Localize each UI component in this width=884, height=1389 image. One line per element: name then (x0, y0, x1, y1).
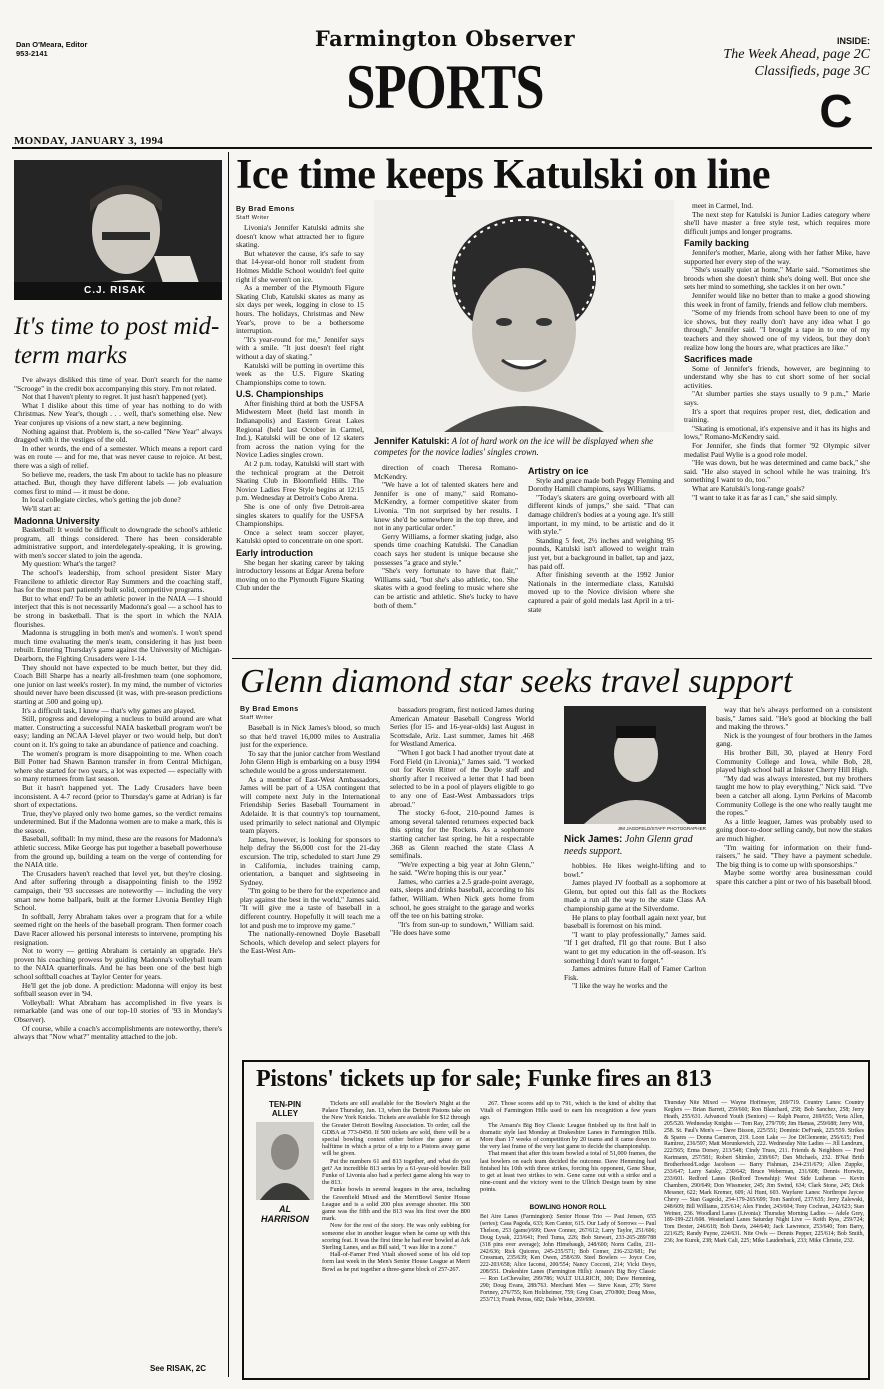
bowling-body-paragraph: 267. Those scores add up to 791, which is the kind of ability that Vitali of Farmington Hills used to earn his recognition a few years ago. (480, 1100, 656, 1122)
column-body-paragraph: Not to worry — getting Abraham is certainly an upgrade. He's proven his coaching prowess by guiding Madonna's volleyball team to the NAIA quarterfinals. And he has been one of the best high school softball coaches at Taylor Center for years. (14, 946, 222, 981)
bowling-body-paragraph: Now for the rest of the story. He was only subbing for someone else in another league when he came up with this scoring feat. It was the first time he had ever bowled at Ark Sterling Lanes, and as Bill said, "I was like in a zone." (322, 1222, 470, 1252)
james-body-paragraph: James, who carries a 2.5 grade-point average, eats, sleeps and drinks baseball, according to his father, William. When Nick gets home from school, he goes straight to the garage and works off the tee on his batting stroke. (390, 876, 534, 921)
katulski-body-paragraph: Style and grace made both Peggy Fleming and Dorothy Hamill champions, says Williams. (528, 475, 674, 494)
column-body-paragraph: Nothing against that. Problem is, the so-called "New Year" always dragged with it the vestiges of the old. (14, 426, 222, 445)
james-body-paragraph: "I want to play professionally," James said. "If I get drafted, I'll go that route. But I also want to get my education in the off-season. It's something I don't want to forget." (564, 929, 706, 965)
katulski-body-paragraph: "I want to take it as far as I can," she said simply. (692, 492, 838, 502)
katulski-body-paragraph: But whatever the cause, it's safe to say that 14-year-old honor roll student from Holmes Middle School wouldn't feel quite right if she weren't on ice. (236, 248, 364, 284)
katulski-body-paragraph: Katulski will be putting in overtime this week as the U.S. Figure Skating Championships come to town. (236, 360, 364, 387)
pistons-headline: Pistons' tickets up for sale; Funke fires an 813 (256, 1066, 712, 1092)
katulski-body-paragraph: "We have a lot of talented skaters here and Jennifer is one of many," said Romano-McKendry, a former competitive skater from Livonia. "I'm not surprised by her results. I knew she'd be somewhere in the top three, and not in any particular order." (374, 480, 518, 533)
catcher-portrait-image (564, 706, 706, 824)
james-body-paragraph: "I like the way he works and the (572, 981, 668, 991)
james-body-paragraph: "We're expecting a big year at John Glenn," he said. "We're hoping this is our year." (390, 859, 534, 878)
katulski-body-paragraph: "Some of my friends from school have been to one of my ice shows, but they really don't have any idea what I go through," Jennifer said. "I brought a tape in to one of my teachers and they showed one of my videos, but they don't realize how long the hours are, what practices are like." (684, 308, 870, 352)
james-col-1 (240, 724, 380, 1054)
james-body-paragraph: "When I got back I had another tryout date at Ford Field (in Livonia)," James said. "I worked out for Kevin Ritter of the Doyle staff and shortly after I received a letter that I had been selected to be in a pool of players eligible to go to any one of East-West Ambassadors trips abroad." (390, 747, 534, 809)
caption-name: Jennifer Katulski: (374, 436, 450, 446)
caption-name: Nick James: (564, 834, 623, 845)
honor-roll-col-1: Bel Aire Lanes (Farmington): Senior House Trio — Paul Jensen, 655 (series); Casa Pagoda, 633; Ken Cantor, 615. Our Lady of Sorrows — Paul Thelson, 253 (game)/699; Dave Conner, 267/612; Larry Taylor, 251/606; Doug Lysak, 223/641; Fred Tuma, 226; Bob Stewart, 233-265-289/788 (318 pins over average); John Himebaugh, 248/600; Norm Catlin, 231-242/636; Rick Quiceno, 245-235/571; Bob Comer, 236-232/681; Pat Cressman, 235/639; Ken Owen, 258/639. Steel Bowlers — Joyce Coo, 222-203/658; Alice Iaconsi, 200/554; Nancy Cocconi, 214; Vicki Deyo, 208/551. Drakeshire Lanes (Farmington Hills): Ansara's Big Boy Classic — Ron LeChevalier, 299/786; WALT ULLRICH, 300; Dave Hemming, 290; Doug Evans, 288/763. Merchant Men — Steve Kean, 279; Steve Fortney, 276/755; Ken Holzheimer, 759; Greg Coan, 270/800; Doug Moss, 253/713; Frank Petras, 682; Dale White, 269/690. (480, 1214, 656, 1303)
james-caption (564, 834, 706, 858)
katulski-body-paragraph: meet in Carmel, Ind. (692, 202, 753, 210)
column-body-paragraph: Of course, while a coach's accomplishments are noteworthy, there's always that "Now what?" mentality attached to the job. (14, 1023, 222, 1042)
column-divider (228, 152, 229, 1377)
james-body-paragraph: way that he's always performed on a consistent basis," James said. "He's good at blocking the ball and making the throws." (716, 706, 872, 732)
katulski-col-2 (374, 464, 518, 654)
katulski-body-paragraph: "She's very fortunate to have that flair," Williams said, "but she's also athletic, too. She skates with a good feeling to music where she can be artistic and athletic. She's lucky to have both of them." (374, 566, 518, 610)
bowling-author (256, 1204, 314, 1224)
column-body-paragraph: So believe me, readers, the task I'm about to tackle has no pleasure attached. But, though they have different labels — job evaluation comes first to mind — it must be done. (14, 469, 222, 496)
katulski-body-paragraph: direction of coach Theresa Romano-McKendry. (374, 464, 518, 481)
james-photo (564, 706, 706, 824)
author-portrait-image (256, 1122, 314, 1200)
column-body-paragraph: It's a difficult task, I know — that's why games are played. (22, 705, 196, 715)
column-body-paragraph: The school's leadership, from school president Sister Mary Francilene to athletic director Ray Summers and the coaching staff, has for the most part patiently built solid, competitive programs. (14, 568, 222, 595)
katulski-body-paragraph: Livonia's Jennifer Katulski admits she doesn't know what attracted her to figure skating. (236, 224, 364, 250)
byline-role: Staff Writer (236, 215, 270, 221)
katulski-body-paragraph: The next step for Katulski is Junior Ladies category where she'll have master a free style test, which requires more difficult jumps and longer programs. (684, 209, 870, 236)
subhead-early-introduction: Early introduction (236, 547, 314, 558)
author-line-2: HARRISON (260, 1214, 309, 1224)
james-body-paragraph: "I'm going to be there for the experience and play against the best in the world," James said. "It will give me a taste of baseball in a different country. Hopefully it will teach me a lot and push me to improve my game." (240, 886, 380, 930)
katulski-col-3 (528, 464, 674, 654)
caption-text: John Glenn grad needs support. (564, 834, 693, 857)
bowling-col-main (322, 1100, 470, 1376)
katulski-caption (374, 436, 674, 458)
katulski-headline: Ice time keeps Katulski on line (236, 152, 771, 198)
issue-date: MONDAY, JANUARY 3, 1994 (14, 135, 164, 147)
column-body-paragraph: In other words, the end of a semester. Which means a report card was en route — and for me, that was never cause to rejoice. At best, there was a sigh of relief. (14, 443, 222, 470)
subhead-family-backing: Family backing (684, 238, 750, 249)
column-body-paragraph: The Crusaders haven't reached that level yet, but they're closing. And after suffering through a disappointing finish to the 1992 campaign, their '93 successes are noteworthy — including the very smart new home ballpark, built at the former Livonia Bentley High School. (14, 868, 222, 913)
inside-box (680, 36, 870, 80)
column-body-paragraph: My question: What's the target? (22, 559, 116, 569)
bowling-author-photo (256, 1122, 314, 1200)
katulski-body-paragraph: Gerry Williams, a former skating judge, also spends time coaching Katulski. The Canadian coach says her student is unique because she possesses "a grace and style." (374, 531, 518, 567)
ten-pin-logo (256, 1100, 314, 1118)
james-headline: Glenn diamond star seeks travel support (240, 663, 793, 700)
james-body-paragraph: He plans to play football again next year, but baseball is foremost on his mind. (564, 912, 706, 931)
katulski-body-paragraph: Jennifer's mother, Marie, along with her father Mike, have supported her every step of the way. (684, 247, 870, 266)
bowling-box (242, 1060, 870, 1380)
column-body-paragraph: Basketball: It would be difficult to downgrade the school's athletic program, all things considered. There has been considerable administrative support, and interdelegately-speaking, it is growing, with men's soccer slated to join the agenda. (14, 525, 222, 560)
james-body-paragraph: bassadors program, first noticed James during American Amateur Baseball Congress World Series (for 15- and 16-year-olds) last August in Scottsdale, Ariz. Last summer, James hit .468 for Westland America. (390, 706, 534, 749)
byline-name: By Brad Emons (240, 706, 299, 713)
masthead (0, 0, 884, 148)
columnist-tag (14, 282, 222, 300)
james-byline (240, 706, 370, 725)
column-body-paragraph: In local collegiate circles, who's getting the job done? (22, 495, 181, 505)
katulski-body-paragraph: "Skating is emotional, it's expensive and it has its highs and lows," Romano-McKendry said. (684, 423, 870, 442)
bowling-body-paragraph: Hall-of-Famer Fred Vitali showed some of his old top form last week in the Men's Senior House League at Merri Bowl as he put together a three-game block of 257-267. (322, 1251, 470, 1273)
byline-role: Staff Writer (240, 715, 274, 721)
column-body (14, 376, 222, 1356)
james-body-paragraph: hobbies. He likes weight-lifting and to bowl." (564, 862, 706, 879)
author-line-1: AL (279, 1204, 291, 1214)
bowling-body-paragraph: The Ansara's Big Boy Classic League finished up its first half in dramatic style last Monday at Drakeshire Lanes in Farmington Hills. More than 17 weeks of competition by 20 teams and it came down to the very last frame of the very last game to decide the championship. (480, 1121, 656, 1151)
masthead-rule (12, 147, 872, 149)
subhead-us-championships: U.S. Championships (236, 389, 324, 400)
honor-roll-col-2: Thursday Nite Mixed — Wayne Hoffmeyer, 269/719. Country Lanes: Country Keglers — Brian Barrett, 259/660; Ron Blanchard, 258; Bob Sanchez, 258; Jerry Heath, 255/631. Advanced Youth (Seniors) — Ralph Pearce, 269/655; Verta Allen, 205/520. Wednesday Knights — Tom Ray, 279/709; Jim Hamas, 259/688; Jerry Witt, 258. St. Paul's Men's — Dave Bisson, 225/551; Dominic DeFrank, 225/559. Strikes & Spares — Donna Cameron, 219. Loon Lake — Joe DiClemente, 256/615; Fred Ramirez, 236/597; Matt Morunkewich, 222. Wednesday Nite Ladies — Jill Landrum, 222/565; Erma Dorsey, 213/548; Cindy Trues, 211. Friends & Neighbors — Fred Kartmann, 257/581; Robert Shimko, 238/667; Dan Michaels, 232. B'Nai Brith Brotherhood/Lodge Jacobson — Barry Fishman, 234-231/679; Allen Zuppke, 233/647; Larry Satsky, 230/642; Bruce Weberman, 231/608; Dennis Horwitz, 233/601. Redford Lanes (Redford Township): West Side Lutheran — Kevin Chambers, 290/649; Don Wissmeier, 245; Jim Swind, 634; Clark Stone, 245; Dick Messner, 622; Mark Kremer, 609; Al Hunt, 603. Wayfarer Lanes: Northrope Jaycee Chevy — Stan Gagecki, 254-179-265/699; Tom Sanford, 237/635; Jerry Zalewski, 248/609; Bill Williams, 235/614; Alex Finder, 243/604; Tony Cochran, 242/623; Stan Weiner, 236. Woodland Lanes (Livonia): Thursday Morning Ladies — Adele Grey, 189-199-221/608. Westerland Lanes Saturday Night Live — Keith Ryss, 259/724; Tom Dexter, 246/618; Bob Davis, 244/640; Jack Lawrence, 253/640; Tom Barry, 221/625; Randy Payne, 224/631. Nite Owls — Dennis Pepper, 225/614; Bob Smith, 236; Joe Kurek, 238; Mark Cali, 225; Mike Laudenback, 233; Mike Christie, 232. (664, 1100, 864, 1245)
katulski-photo (374, 200, 674, 432)
james-body-paragraph: Baseball is in Nick James's blood, so much so that he'd travel 16,000 miles to Australia just for the experience. (240, 724, 380, 750)
column-body-paragraph: He'll get the job done. A prediction: Madonna will enjoy its best softball season ever in '94. (14, 980, 222, 999)
katulski-body-paragraph: After finishing seventh at the 1992 Junior Nationals in the intermediate class, Katulski moved up to the Novice division where she captured a pair of gold medals last April in a tri-state (528, 570, 674, 614)
james-photo-credit: JIM JAGDFELD/STAFF PHOTOGRAPHER (617, 826, 706, 831)
katulski-body-paragraph: As a member of the Plymouth Figure Skating Club, Katulski skates as many as six days per week, logging in close to 15 hours. The holidays, Christmas and New Year's, prove to be a bothersome interruption. (236, 283, 364, 336)
james-body-paragraph: "I'm waiting for information on their fund-raisers," he said. "They have a payment schedule. The big thing is to come up with sponsorships." (716, 842, 872, 869)
katulski-body-paragraph: She began her skating career by taking introductory lessons at Edgar Arena before moving on to the Plymouth Figure Skating Club under the (236, 557, 364, 593)
column-body-paragraph: They should not have expected to be much better, but they did. Coach Bill Sharpe has a nearly all-freshmen team (one sophomore, one junior on last week's roster). In my mind, the number of victories should never have been discussed (it was, with pre-season predictions starting at .500 and going up). (14, 662, 222, 706)
james-body-paragraph: His brother Bill, 30, played at Henry Ford Community College and Iowa, while Bob, 28, played high school ball at Inkster Cherry Hill High. (716, 747, 872, 775)
section-title: SPORTS (346, 51, 544, 122)
bowling-body-paragraph: Tickets are still available for the Bowler's Night at the Palace Thursday, Jan. 13, when the Detroit Pistons take on the New York Knicks. Tickets are available for $12 through the Greater Detroit Bowling Association. To order, call the GDBA at 773-0450. If 500 tickets are sold, there will be a special bowling contest either before the game or at halftime in which a prize of a trip to a Pistons away game will be given. (322, 1100, 470, 1158)
james-col-4 (716, 706, 872, 1054)
column-body-paragraph: Still, progress and developing a nucleus to build around are what matter. Constructing a successful NAIA basketball program won't be easy; landing an NCAA I-level player or two would help, but don't count on it. It's going to take an abundance of patience and coaching. (14, 714, 222, 749)
katulski-body-paragraph: Jennifer would like no better than to make a good showing this week in front of family, friends and fellow club members. (684, 290, 870, 309)
column-body-paragraph: Madonna is struggling in both men's and women's. I won't spend much time evaluating the men's team, considering it has just been rebuilt. Entering Thursday's game against the University of Michigan-Dearborn, the Fighting Crusaders were 1-14. (14, 628, 222, 663)
james-body-paragraph: As a member of East-West Ambassadors, James will be part of a USA contingent that will compete next July in the International Friendship Series Baseball Tournament in Adelaide. It is that country's top tournament, used primarily to select national and Olympic team players. (240, 774, 380, 836)
katulski-body-paragraph: "He was down, but he was determined and came back," she said. "He also stayed in school while he was training. It's something I want to do, too." (684, 458, 870, 485)
james-body-paragraph: Nick is the youngest of four brothers in the James gang. (716, 730, 872, 749)
katulski-body-paragraph: Some of Jennifer's friends, however, are beginning to understand why she has to cut short some of her social activities. (684, 363, 870, 390)
james-body-paragraph: As a little leaguer, James was probably used to going door-to-door selling candy, but now the stakes are much higher. (716, 816, 872, 843)
katulski-body-paragraph: "It's year-round for me," Jennifer says with a smile. "It just doesn't feel right without a day of skating." (236, 334, 364, 361)
inside-label: INSIDE: (836, 36, 870, 46)
bowling-col-2 (480, 1100, 656, 1200)
columnist-portrait-image (14, 160, 222, 300)
james-body-paragraph: James, however, is looking for sponsors to help defray the $6,000 cost for the 21-day excursion. The trip, scheduled to start June 29 in California, includes training camp, orientation, a banquet and sightseeing in Sydney. (240, 834, 380, 887)
james-body-paragraph: James played JV football as a sophomore at Glenn, but opted out this fall as the Rockets made a run all the way to the state Class AA championship game at the Silverdome. (564, 878, 706, 913)
honor-roll-title: BOWLING HONOR ROLL (529, 1204, 607, 1211)
caption-text: A lot of hard work on the ice will be displayed when she competes for the novice ladies' singles crown. (374, 436, 654, 457)
katulski-body-paragraph: "Today's skaters are going overboard with all different kinds of jumps," she said. "That can damage children's bodies at a young age. It's still important, in my mind, to be artistic and do it with style." (528, 492, 674, 537)
katulski-body-paragraph: It's a sport that requires proper rest, diet, dedication and training. (684, 406, 870, 425)
section-letter: C (819, 85, 853, 137)
editor-phone: 953-2141 (16, 49, 48, 58)
katulski-body-paragraph: She is one of only five Detroit-area singles skaters to qualify for the USFSA Championships. (236, 502, 364, 529)
inside-item-2: Classifieds, page 3C (754, 64, 870, 79)
column-body-paragraph: Volleyball: What Abraham has accomplished in five years is remarkable (and was one of our top-10 stories of '93 in Monday's Observer). (14, 997, 222, 1024)
column-body-paragraph: What I dislike about this time of year has nothing to do with Christmas. New Year's, though . . . well, that's something else. New Year conjures up visions of a new start, a new beginning. (14, 400, 222, 427)
james-body-paragraph: Maybe some worthy area businessman could spare this catcher a pint or two of his baseball blood. (716, 868, 872, 886)
bowling-body-paragraph: That meant that after this team bowled a total of 51,000 frames, the last bowlers on each team decided the outcome. Dave Hemming had finished his 10th with three strikes, forcing his opponent, Gene Shue, to get at least two strikes to win. Gene came out with a strike and a nine-count and the victory went to the Ullrich Design team by nine points. (480, 1150, 656, 1194)
column-body-paragraph: In softball, Jerry Abraham takes over a program that for a while seemed right on the heels of the baseball program. Then former coach Dave Racer allowed his personal interests to intervene, prompting his resignation. (14, 911, 222, 947)
byline-name: By Brad Emons (236, 206, 295, 213)
james-col-2 (390, 706, 534, 1054)
skater-portrait-image (374, 200, 674, 432)
james-body-paragraph: James admires future Hall of Famer Carlton Fisk. (564, 964, 706, 982)
bowling-body-paragraph: Funke bowls in several leagues in the area, including the Greenfield Mixed and the MerriBowl Senior House League and is a solid 200 plus average shooter. His 300 game was the fifth and the 813 was his first over the 800 mark. (322, 1186, 470, 1223)
subhead-sacrifices: Sacrifices made (684, 354, 753, 365)
logo-line-2: ALLEY (271, 1109, 299, 1118)
column-body-paragraph: I've always disliked this time of year. Don't search for the name "Scrooge" in the credit box accompanying this story. I'm not related. (14, 376, 222, 393)
katulski-body-paragraph: Standing 5 feet, 2½ inches and weighing 95 pounds, Katulski isn't allowed to weight train just yet, but a background in ballet, tap and jazz, has paid off. (528, 535, 674, 571)
subhead-artistry: Artistry on ice (528, 466, 589, 476)
katulski-col-1 (236, 224, 364, 654)
katulski-body-paragraph: What are Katulski's long-range goals? (692, 484, 805, 493)
james-body-paragraph: "My dad was always interested, but my brothers taught me how to play everything," Nick said. "I've been a catcher all along. Lynn Perkins of Macomb Community College is the one who really taught me the ropes." (716, 773, 872, 818)
editor-name: Dan O'Meara, Editor (16, 40, 88, 49)
column-body-paragraph: But it hasn't happened yet. The Lady Crusaders have been inconsistent. A 4-7 record (prior to Thursday's game at Adrian) is far short of expectations. (14, 782, 222, 810)
column-body-paragraph: We'll start at: (22, 503, 61, 513)
bowling-body-paragraph: Put the numbers 61 and 813 together, and what do you get? An incredible 813 series by a 61-year-old bowler. Bill Funke of Livonia also had a perfect game along his way to the 813. (322, 1157, 470, 1187)
columnist-photo (14, 160, 222, 300)
katulski-body-paragraph: After finishing third at both the USFSA Midwestern Meet (held last month in Indianapolis) and Eastern Great Lakes Regional (held last October in Carmel, Ind.), Katulski will be one of 12 skaters from across the nation vying for the Novice Ladies singles crown. (236, 398, 364, 460)
paper-nameplate: Farmington Observer (314, 26, 576, 51)
katulski-body-paragraph: "She's usually quiet at home," Marie said. "Sometimes she broods when she doesn't think she's doing well. But once she sets her mind to something, she tackles it on her own." (684, 265, 870, 292)
katulski-col-4 (684, 202, 870, 654)
column-headline: It's time to post mid-term marks (14, 313, 220, 369)
column-body-paragraph: Baseball, softball: In my mind, these are the reasons for Madonna's athletic success. Mike George has put together a baseball powerhouse from the ground up, building a team on the verge of contending for the NAIA title. (14, 834, 222, 870)
katulski-body-paragraph: Once a select team soccer player, Katulski opted to concentrate on one sport. (236, 527, 364, 546)
katulski-body-paragraph: For Jennifer, she finds that former '92 Olympic silver medalist Paul Wylie is a good role model. (684, 441, 870, 459)
column-body-paragraph: Not that I haven't plenty to regret. It just hasn't happened (yet). (22, 392, 208, 402)
katulski-body-paragraph: "At slumber parties she stays usually to 9 p.m.," Marie says. (684, 389, 870, 408)
james-body-paragraph: "It's from sun-up to sundown," William said. "He does have some (390, 919, 534, 938)
column-jump: See RISAK, 2C (150, 1364, 207, 1373)
column-body-paragraph: But to what end? To be an athletic power in the NAIA — I should interject that this is not necessarily Madonna's goal — a school has to be strong in basketball. That is the sport in which the NAIA flourishes. (14, 593, 222, 629)
story-divider-1 (232, 658, 872, 659)
column-body-paragraph: The women's program is more disappointing to me. When coach Bill Potter had Shawn Bannon transfer in from Central Michigan, where she started for two years, a lot was expected — especially with so many returnees from last season. (14, 748, 222, 784)
subhead-madonna: Madonna University (14, 515, 100, 526)
katulski-body-paragraph: At 2 p.m. today, Katulski will start with the technical program at the Detroit Skating Club in Bloomfield Hills. The Novice Ladies Free Style begins at 12:15 p.m. Wednesday at Detroit's Cobo Arena. (236, 459, 364, 503)
column-body-paragraph: True, they've played only two home games, so the verdict remains undetermined. But if the Madonna women are to make a mark, this is the season. (14, 808, 222, 835)
logo-line-1: TEN-PIN (269, 1100, 301, 1109)
inside-item-1: The Week Ahead, page 2C (723, 47, 870, 62)
editor-credit (16, 40, 87, 58)
katulski-byline (236, 206, 366, 225)
james-body-paragraph: The nationally-renowned Doyle Baseball Schools, which develop and select players for the East-West Am- (240, 929, 380, 956)
james-body-paragraph: The stocky 6-foot, 210-pound James is among several talented returnees expected back this spring for the Rockets. As a sophomore starting catcher last spring, he hit a respectable .368 as Glenn reached the state Class A semifinals. (390, 808, 534, 861)
james-body-paragraph: To say that the junior catcher from Westland John Glenn High is embarking on a busy 1994 schedule would be a gross understatement. (240, 748, 380, 775)
columnist-name: C.J. RISAK (84, 285, 147, 296)
james-col-3 (564, 862, 706, 1054)
